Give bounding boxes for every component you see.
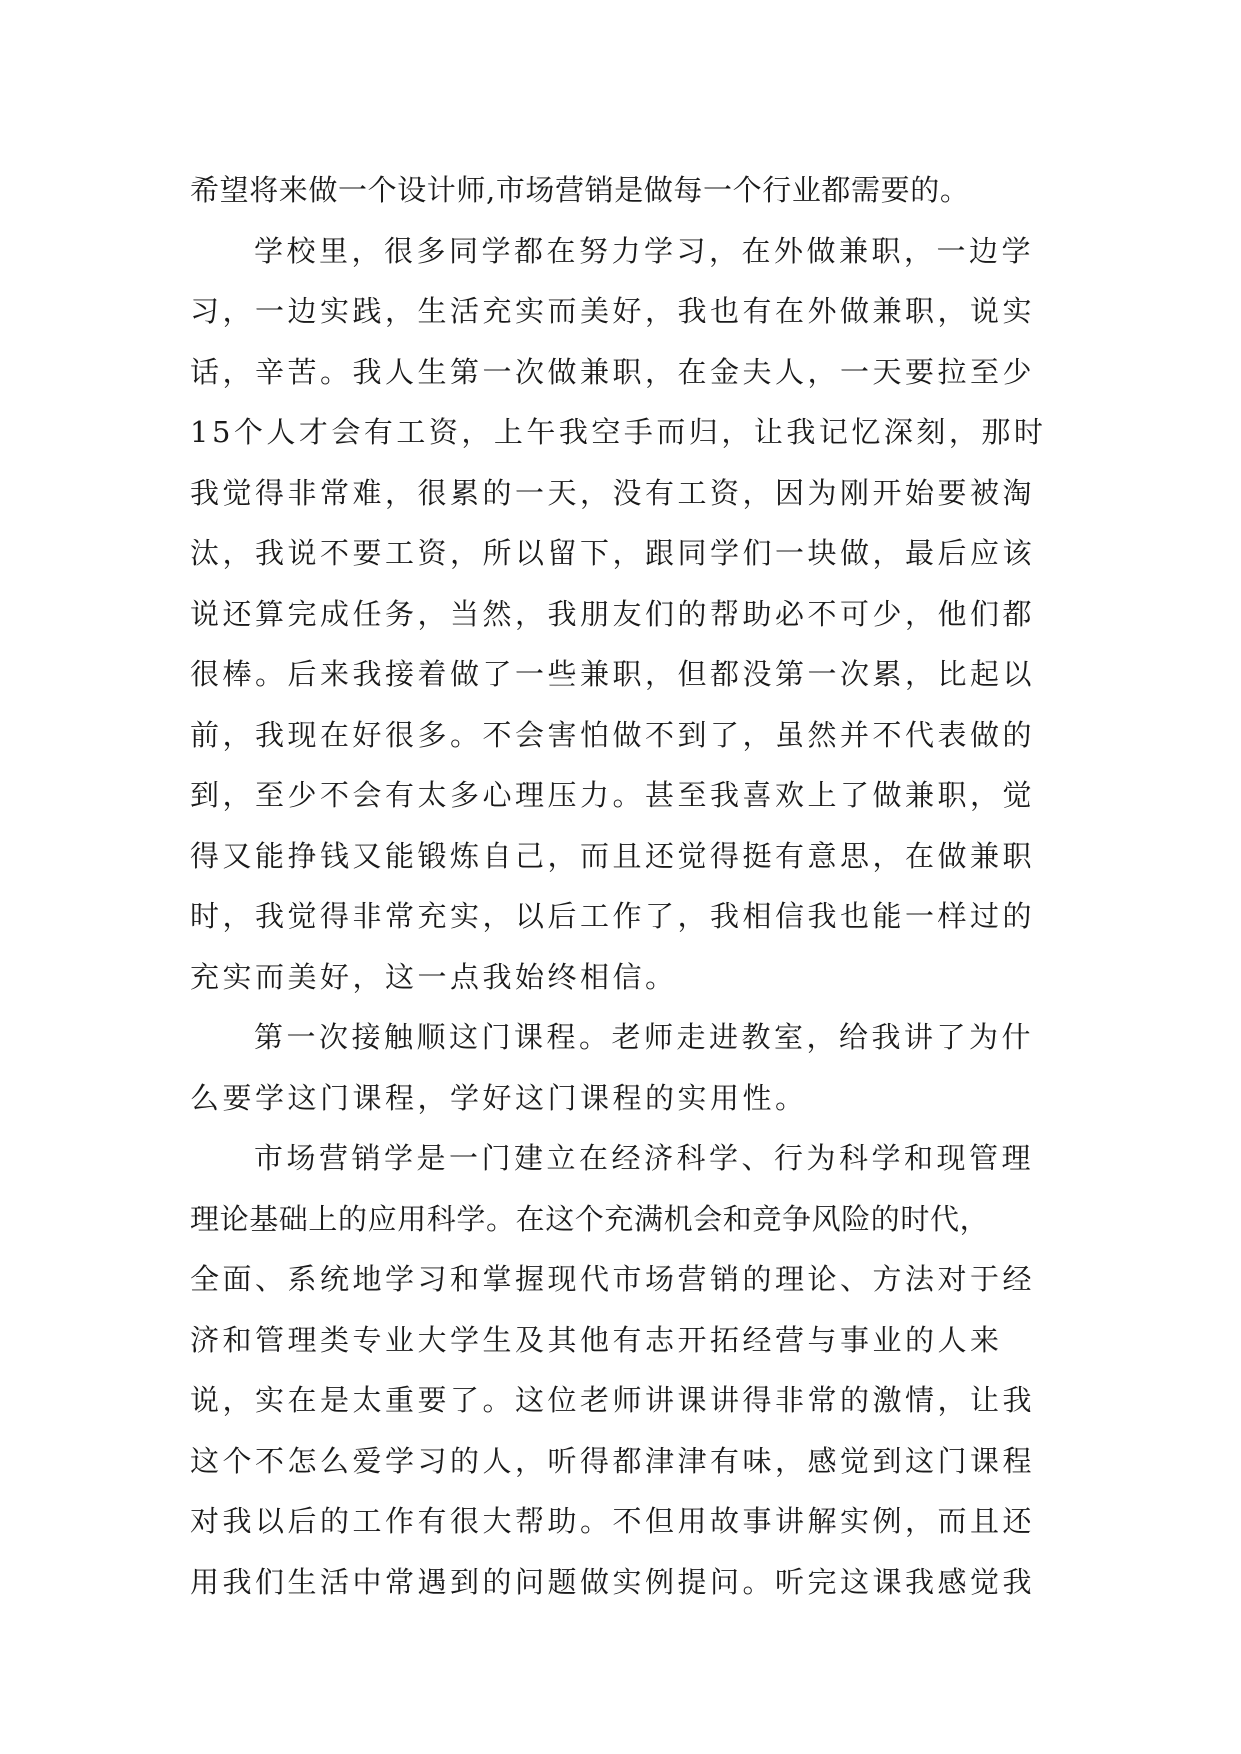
text-line: 15个人才会有工资，上午我空手而归，让我记忆深刻，那时 [190,415,1047,449]
text-line: 很棒。后来我接着做了一些兼职，但都没第一次累，比起以 [190,657,1036,691]
text-line: 全面、系统地学习和掌握现代市场营销的理论、方法对于经 [190,1262,1036,1296]
paragraph-start-line: 第一次接触顺这门课程。老师走进教室，给我讲了为什 [254,1020,1035,1054]
text-line: 汰，我说不要工资，所以留下，跟同学们一块做，最后应该 [190,536,1036,570]
text-line: 话，辛苦。我人生第一次做兼职，在金夫人，一天要拉至少 [190,354,1036,389]
text-line: 希望将来做一个设计师,市场营销是做每一个行业都需要的。 [190,173,970,207]
body-text [190,160,1050,1612]
text-line: 说，实在是太重要了。这位老师讲课讲得非常的激情，让我 [190,1383,1036,1417]
text-line: 我觉得非常难，很累的一天，没有工资，因为刚开始要被淘 [190,475,1036,510]
paragraph-start-line: 学校里，很多同学都在努力学习，在外做兼职，一边学 [254,233,1035,268]
text-line: 到，至少不会有太多心理压力。甚至我喜欢上了做兼职，觉 [190,778,1036,812]
text-line: 用我们生活中常遇到的问题做实例提问。听完这课我感觉我 [190,1564,1036,1599]
text-line: 习，一边实践，生活充实而美好，我也有在外做兼职，说实 [190,294,1036,328]
text-line: 时，我觉得非常充实，以后工作了，我相信我也能一样过的 [190,899,1036,933]
text-line: 理论基础上的应用科学。在这个充满机会和竞争风险的时代， [190,1201,990,1236]
text-line: 济和管理类专业大学生及其他有志开拓经营与事业的人来 [190,1322,1003,1357]
text-line: 么要学这门课程，学好这门课程的实用性。 [190,1080,808,1115]
paragraph-start-line: 市场营销学是一门建立在经济科学、行为科学和现管理 [254,1141,1035,1175]
text-line: 对我以后的工作有很大帮助。不但用故事讲解实例，而且还 [190,1504,1036,1538]
text-line: 得又能挣钱又能锻炼自己，而且还觉得挺有意思，在做兼职 [190,838,1036,873]
text-line: 前，我现在好很多。不会害怕做不到了，虽然并不代表做的 [190,717,1036,752]
text-line: 说还算完成任务，当然，我朋友们的帮助必不可少，他们都 [190,596,1036,631]
text-line: 这个不怎么爱学习的人，听得都津津有味，感觉到这门课程 [190,1443,1036,1478]
text-line: 充实而美好，这一点我始终相信。 [190,959,678,994]
